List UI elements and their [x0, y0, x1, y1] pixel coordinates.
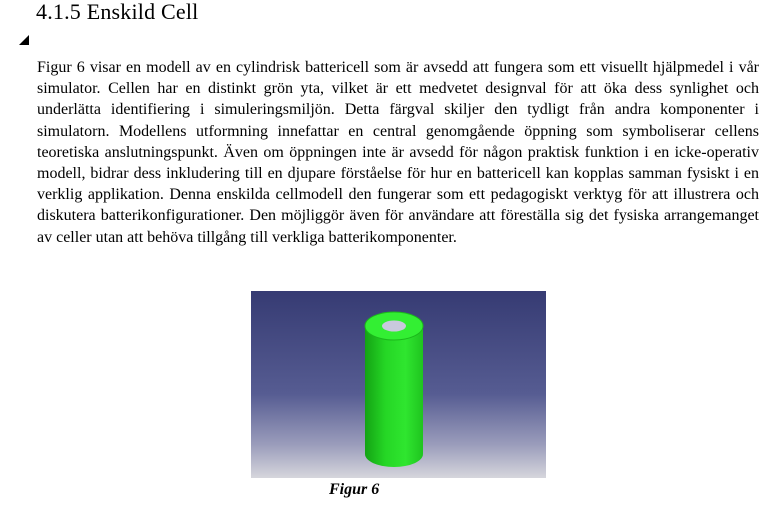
- figure-caption: Figur 6: [329, 481, 380, 498]
- body-paragraph: Figur 6 visar en modell av en cylindrisk battericell som är avsedd att fungera som ett visuellt hjälpmedel i vår simulator. Cellen har en distinkt grön yta, vilket är ett medvetet designval för att öka dess synlighet och underlätta identifiering i simuleringsmiljön. Detta färgval skiljer den tydligt från andra komponenter i simulatorn. Modellens utformning innefattar en central genomgående öppning som symboliserar cellens teoretiska anslutningspunkt. Även om öppningen inte är avsedd för någon praktisk funktion i en icke-operativ modell, bidrar dess inkludering till en djupare förståelse för hur en battericell kan kopplas samman fysiskt i en verklig applikation. Denna enskilda cellmodell den fungerar som ett pedagogiskt verktyg för att illustrera och diskutera batterikonfigurationer. Den möjliggör även för användare att föreställa sig det fysiska arrangemanget av celler utan att behöva tillgång till verkliga batterikomponenter.: [37, 59, 759, 246]
- cell-body: [365, 326, 423, 467]
- cell-center-hole: [382, 321, 406, 332]
- collapse-triangle-icon[interactable]: [19, 35, 29, 45]
- battery-cell-figure: [251, 291, 546, 478]
- section-heading: 4.1.5 Enskild Cell: [36, 0, 199, 24]
